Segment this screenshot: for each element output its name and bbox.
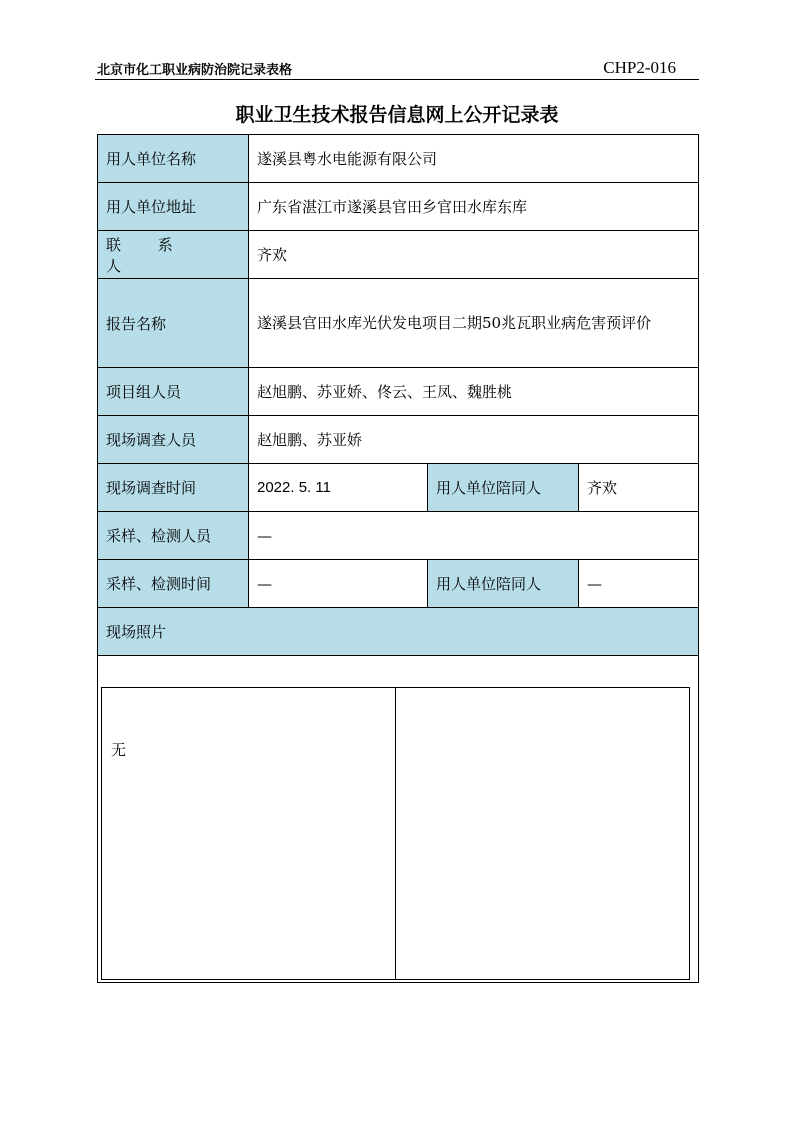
photo-slot-left	[102, 688, 395, 979]
row-site-photos	[98, 608, 699, 656]
project-members-value: 赵旭鹏、苏亚娇、佟云、王凤、魏胜桃	[249, 368, 699, 416]
sampling-companion-value: —	[579, 560, 699, 608]
row-survey-staff	[98, 416, 699, 464]
survey-staff-label: 现场调查人员	[98, 416, 249, 464]
row-project-members	[98, 368, 699, 416]
survey-companion-value: 齐欢	[579, 464, 699, 512]
photo-area	[98, 656, 699, 983]
sampling-staff-label: 采样、检测人员	[98, 512, 249, 560]
contact-value: 齐欢	[249, 231, 699, 279]
sampling-companion-label: 用人单位陪同人	[428, 560, 579, 608]
contact-label: 联 系 人	[98, 231, 249, 279]
row-report-name	[98, 279, 699, 368]
row-survey-time	[98, 464, 699, 512]
employer-address-label: 用人单位地址	[98, 183, 249, 231]
employer-name-value: 遂溪县粤水电能源有限公司	[249, 135, 699, 183]
report-name-value: 遂溪县官田水库光伏发电项目二期50兆瓦职业病危害预评价	[249, 279, 699, 368]
sampling-time-value: —	[249, 560, 428, 608]
project-members-label: 项目组人员	[98, 368, 249, 416]
report-name-label: 报告名称	[98, 279, 249, 368]
row-photo-area	[98, 656, 699, 983]
header-divider	[95, 79, 699, 80]
row-employer-address	[98, 183, 699, 231]
sampling-time-label: 采样、检测时间	[98, 560, 249, 608]
photo-frame	[101, 687, 690, 980]
document-title: 职业卫生技术报告信息网上公开记录表	[235, 104, 559, 126]
sampling-staff-value: —	[249, 512, 699, 560]
row-sampling-time	[98, 560, 699, 608]
employer-address-value: 广东省湛江市遂溪县官田乡官田水库东库	[249, 183, 699, 231]
survey-time-label: 现场调查时间	[98, 464, 249, 512]
employer-name-label: 用人单位名称	[98, 135, 249, 183]
photo-slot-right	[395, 688, 689, 979]
organization-name: 北京市化工职业病防治院记录表格	[97, 63, 293, 78]
survey-companion-label: 用人单位陪同人	[428, 464, 579, 512]
survey-staff-value: 赵旭鹏、苏亚娇	[249, 416, 699, 464]
site-photos-label: 现场照片	[98, 608, 699, 656]
row-sampling-staff	[98, 512, 699, 560]
row-employer-name	[98, 135, 699, 183]
survey-time-value: 2022. 5. 11	[249, 464, 428, 512]
record-table	[97, 134, 699, 983]
photo-placeholder-text: 无	[111, 741, 127, 759]
form-code: CHP2-016	[603, 58, 676, 77]
row-contact	[98, 231, 699, 279]
